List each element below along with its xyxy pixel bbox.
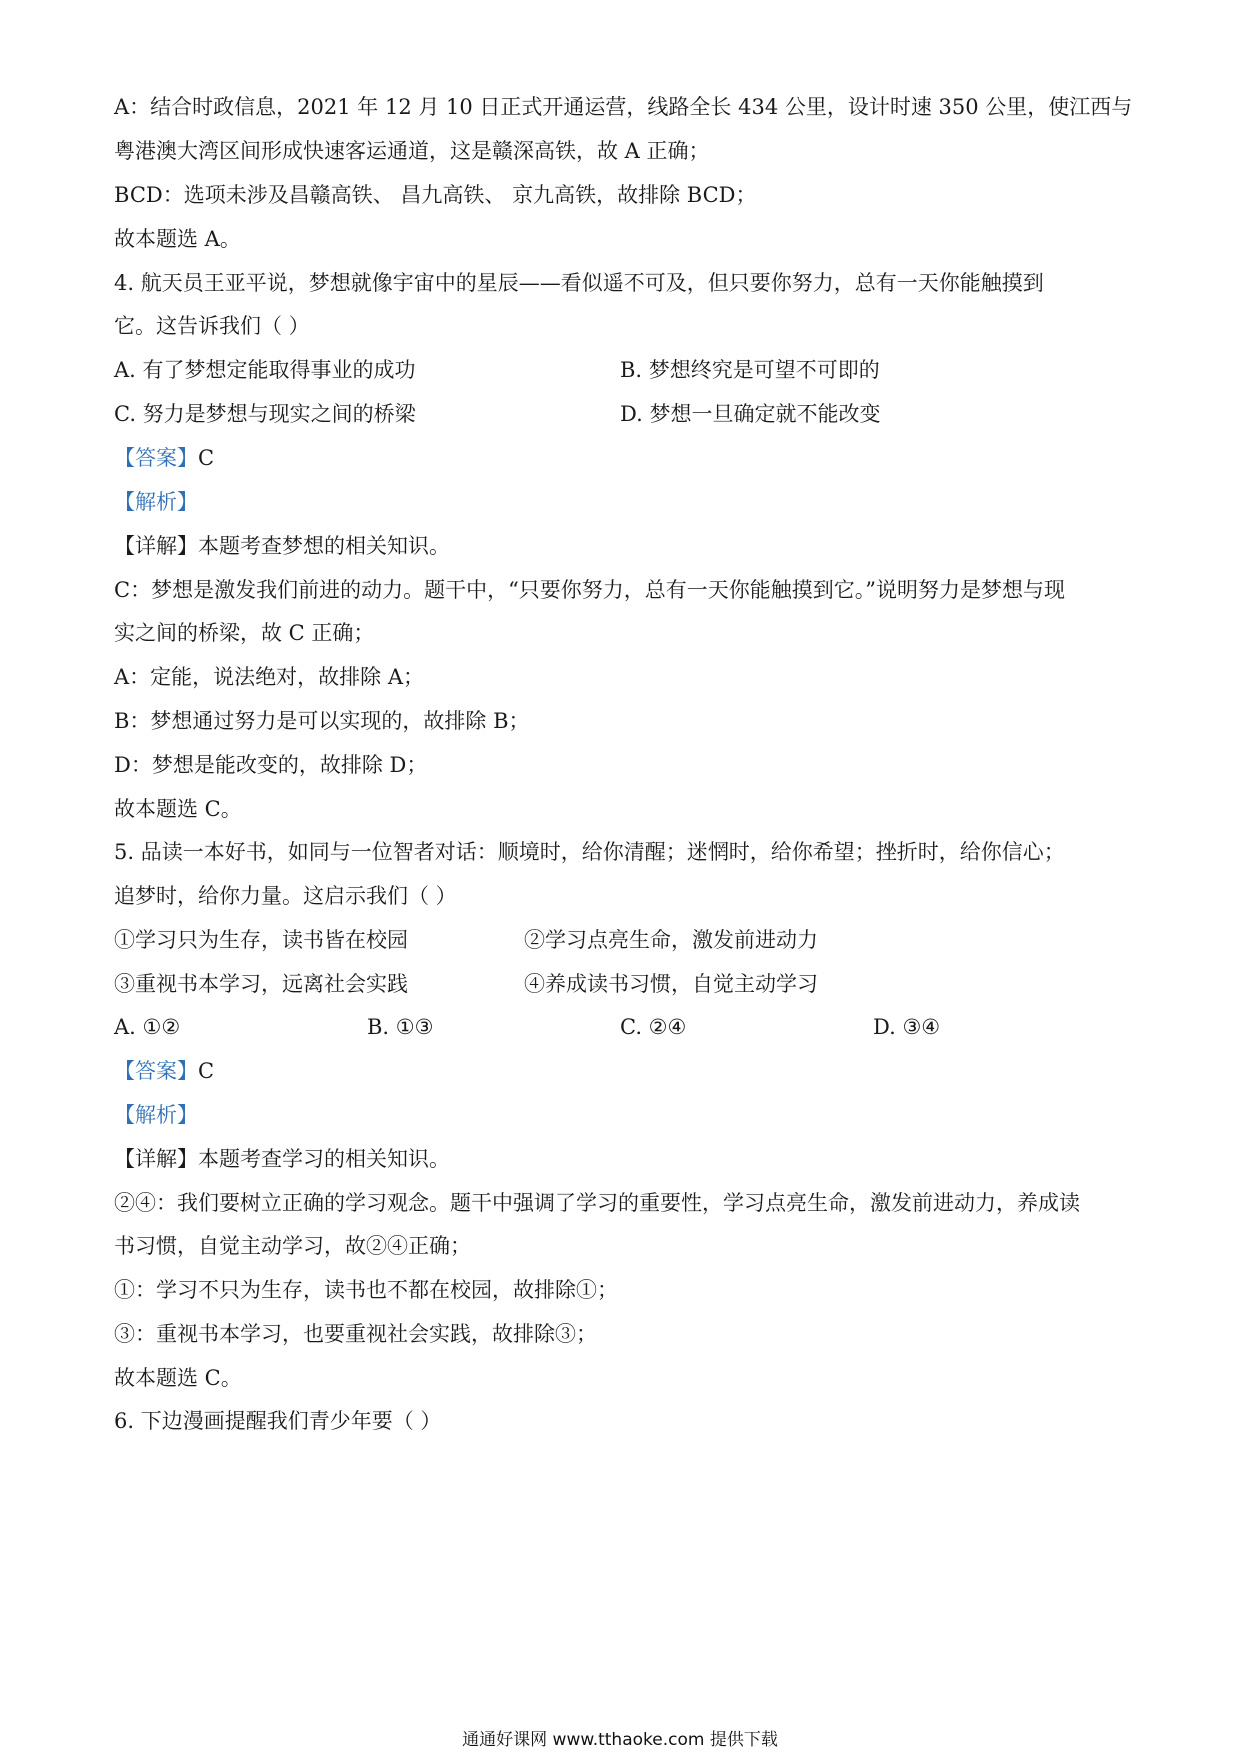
q4-analysis-tag: 【解析】	[114, 490, 198, 514]
q5-statement-3: ③重视书本学习，远离社会实践	[114, 972, 408, 996]
q5-explanation-line: 书习惯，自觉主动学习，故②④正确；	[114, 1234, 471, 1258]
q4-option-c: C. 努力是梦想与现实之间的桥梁	[114, 402, 416, 426]
q4-conclusion: 故本题选 C。	[114, 797, 242, 821]
q5-option-a: A. ①②	[114, 1015, 181, 1039]
q5-conclusion: 故本题选 C。	[114, 1366, 242, 1390]
q5-answer	[114, 1056, 1126, 1086]
q3-explanation-line: BCD：选项未涉及昌赣高铁、 昌九高铁、 京九高铁，故排除 BCD；	[114, 183, 757, 207]
q4-explanation-line: B：梦想通过努力是可以实现的，故排除 B；	[114, 709, 530, 733]
q5-statement-2: ②学习点亮生命，激发前进动力	[524, 928, 818, 952]
q4-explanation-line: D：梦想是能改变的，故排除 D；	[114, 753, 428, 777]
q5-option-b: B. ①③	[367, 1015, 434, 1039]
q4-stem: 它。这告诉我们（ ）	[114, 314, 310, 338]
q5-option-d: D. ③④	[873, 1015, 941, 1039]
q4-explanation-line: A：定能，说法绝对，故排除 A；	[114, 665, 425, 689]
q4-answer	[114, 443, 1126, 473]
q3-conclusion: 故本题选 A。	[114, 227, 241, 251]
footer-credit: 通通好课网 www.tthaoke.com 提供下载	[462, 1730, 778, 1750]
answer-tag: 【答案】	[114, 446, 198, 470]
q3-explanation-line: A：结合时政信息，2021 年 12 月 10 日正式开通运营，线路全长 434 公里，设计时速 350 公里，使江西与	[114, 95, 1133, 119]
q4-explanation-line: 实之间的桥梁，故 C 正确；	[114, 621, 375, 645]
q5-explanation-line: ③：重视书本学习，也要重视社会实践，故排除③；	[114, 1322, 597, 1346]
q4-stem: 4. 航天员王亚平说，梦想就像宇宙中的星辰——看似遥不可及，但只要你努力，总有一天你能触摸到	[114, 271, 1044, 295]
q5-detail: 【详解】本题考查学习的相关知识。	[114, 1147, 450, 1171]
q3-explanation-line: 粤港澳大湾区间形成快速客运通道，这是赣深高铁，故 A 正确；	[114, 139, 710, 163]
q5-option-c: C. ②④	[620, 1015, 687, 1039]
q5-stem: 追梦时，给你力量。这启示我们（ ）	[114, 884, 457, 908]
q5-explanation-line: ②④：我们要树立正确的学习观念。题干中强调了学习的重要性，学习点亮生命，激发前进动力，养成读	[114, 1191, 1080, 1215]
q4-option-b: B. 梦想终究是可望不可即的	[620, 358, 880, 382]
q4-option-a: A. 有了梦想定能取得事业的成功	[114, 358, 416, 382]
q5-analysis-tag: 【解析】	[114, 1103, 198, 1127]
q5-explanation-line: ①：学习不只为生存，读书也不都在校园，故排除①；	[114, 1278, 618, 1302]
q5-statement-1: ①学习只为生存，读书皆在校园	[114, 928, 408, 952]
q5-statement-4: ④养成读书习惯，自觉主动学习	[524, 972, 818, 996]
answer-value: C	[198, 1059, 215, 1083]
q5-stem: 5. 品读一本好书，如同与一位智者对话：顺境时，给你清醒；迷惘时，给你希望；挫折时，给你信心；	[114, 840, 1065, 864]
q4-option-d: D. 梦想一旦确定就不能改变	[620, 402, 881, 426]
answer-value: C	[198, 446, 215, 470]
answer-tag: 【答案】	[114, 1059, 198, 1083]
q4-explanation-line: C：梦想是激发我们前进的动力。题干中，“只要你努力，总有一天你能触摸到它。”说明努力是梦想与现	[114, 578, 1066, 602]
q4-detail: 【详解】本题考查梦想的相关知识。	[114, 534, 450, 558]
q6-stem: 6. 下边漫画提醒我们青少年要（ ）	[114, 1409, 442, 1433]
